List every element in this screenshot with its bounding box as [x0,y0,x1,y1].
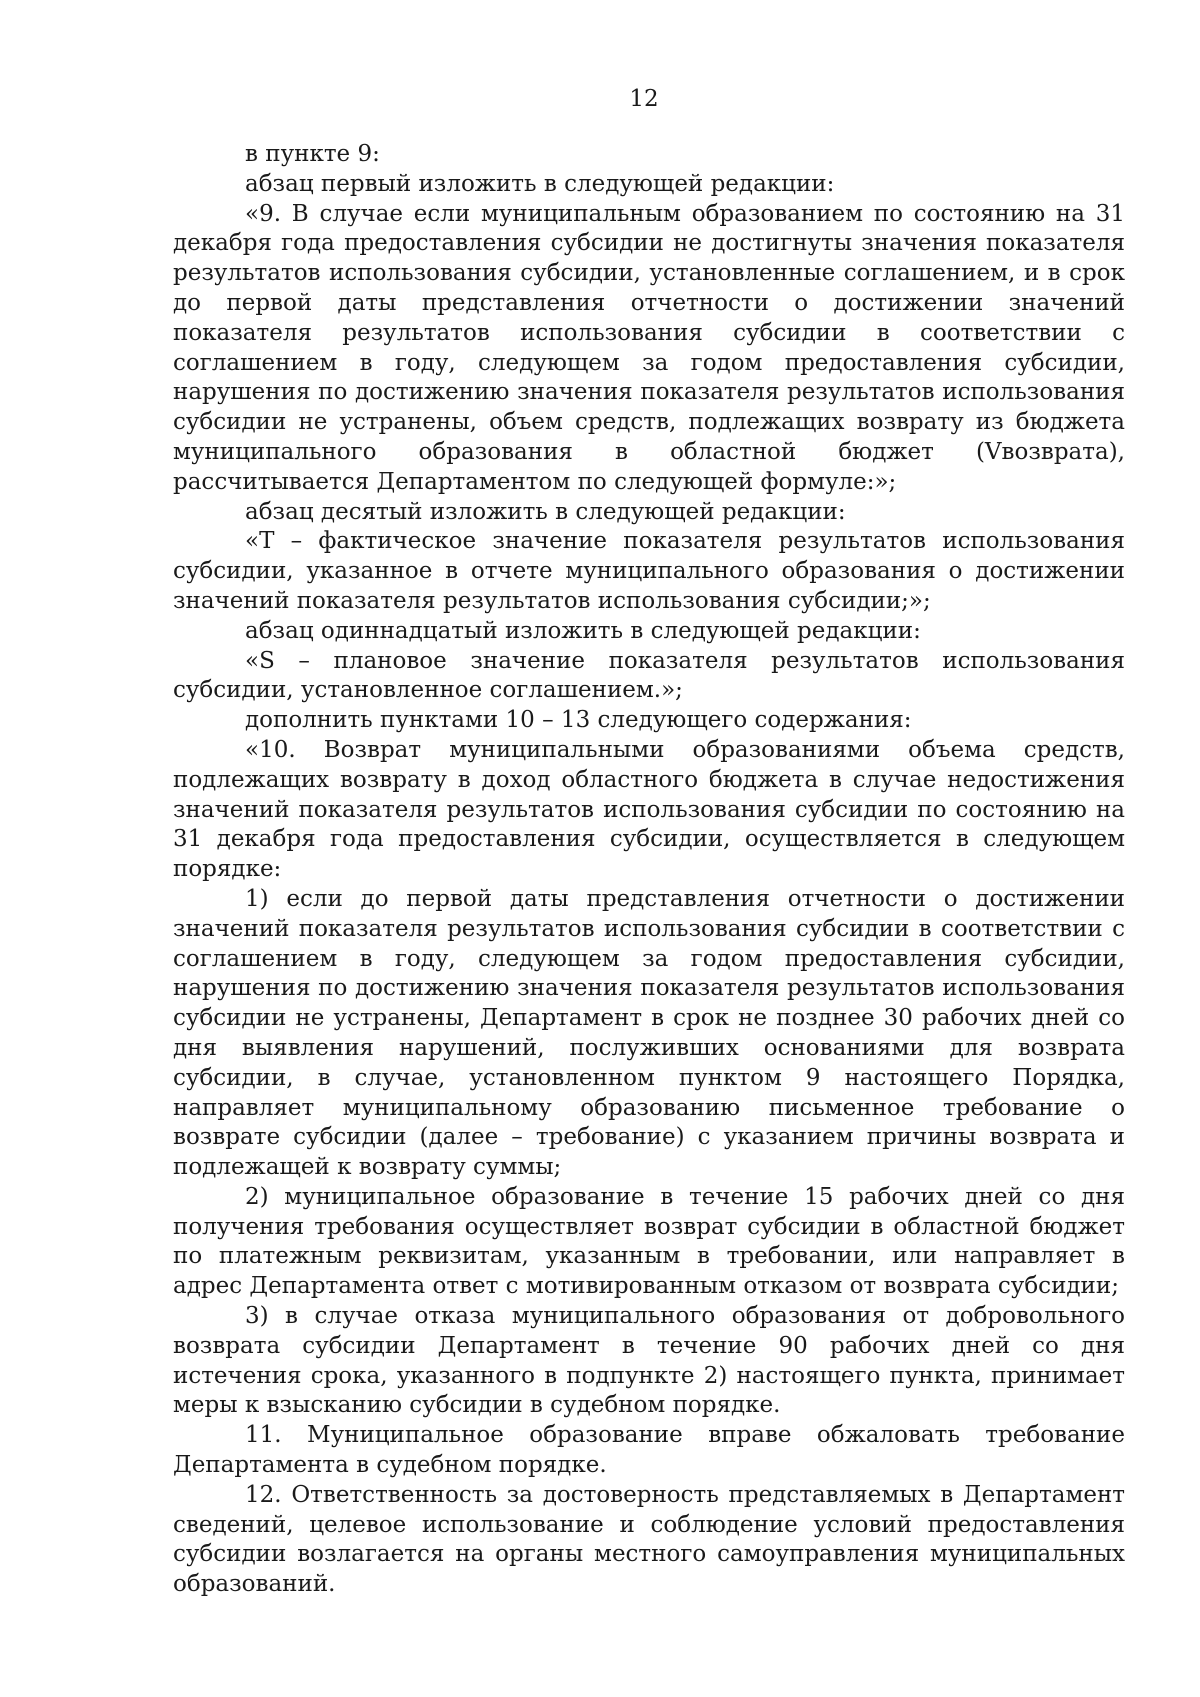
paragraph-point-9-text: «9. В случае если муниципальным образованием по состоянию на 31 декабря года предоставления субсидии не достигнуты значения показателя результатов использования субсидии, установленные соглашением, и в срок до первой даты представления отчетности о достижении значений показателя результатов использования субсидии в соответствии с соглашением в году, следующем за годом предоставления субсидии, нарушения по достижению значения показателя результатов использования субсидии не устранены, объем средств, подлежащих возврату из бюджета муниципального образования в областной бюджет (Vвозврата), рассчитывается Департаментом по следующей формуле:»; [173,200,1125,495]
paragraph-subpoint-3: 3) в случае отказа муниципального образования от добровольного возврата субсидии Департамент в течение 90 рабочих дней со дня истечения срока, указанного в подпункте 2) настоящего пункта, принимает меры к взысканию субсидии в судебном порядке. [173,1303,1125,1419]
paragraph-point-10: «10. Возврат муниципальными образованиями объема средств, подлежащих возврату в доход областного бюджета в случае недостижения значений показателя результатов использования субсидии по состоянию на 31 декабря года предоставления субсидии, осуществляется в следующем порядке: [173,736,1125,883]
paragraph-add-points-instruction: дополнить пунктами 10 – 13 следующего содержания: [245,707,912,734]
paragraph-t-definition: «T – фактическое значение показателя результатов использования субсидии, указанное в отчете муниципального образования о достижении значений показателя результатов использования субсидии;»; [173,528,1125,614]
paragraph-intro-point-9: в пункте 9: [245,141,380,167]
paragraph-point-11: 11. Муниципальное образование вправе обжаловать требование Департамента в судебном порядке. [173,1422,1125,1479]
paragraph-first-indent-instruction: абзац первый изложить в следующей редакции: [245,170,835,197]
paragraph-point-12: 12. Ответственность за достоверность представляемых в Департамент сведений, целевое использование и соблюдение условий предоставления субсидии возлагается на органы местного самоуправления муниципальных образований. [173,1481,1125,1598]
document-body [173,140,1125,1600]
paragraph-eleventh-indent-instruction: абзац одиннадцатый изложить в следующей редакции: [245,617,921,644]
paragraph-subpoint-1: 1) если до первой даты представления отчетности о достижении значений показателя результатов использования субсидии в соответствии с соглашением в году, следующем за годом предоставления субсидии, нарушения по достижению значения показателя результатов использования субсидии не устранены, Департамент в срок не позднее 30 рабочих дней со дня выявления нарушений, послуживших основаниями для возврата субсидии, в случае, установленном пунктом 9 настоящего Порядка, направляет муниципальному образованию письменное требование о возврате субсидии (далее – требование) с указанием причины возврата и подлежащей к возврату суммы; [173,885,1125,1181]
paragraph-tenth-indent-instruction: абзац десятый изложить в следующей редакции: [245,498,846,525]
page-number: 12 [629,86,659,112]
paragraph-subpoint-2: 2) муниципальное образование в течение 15 рабочих дней со дня получения требования осуществляет возврат субсидии в областной бюджет по платежным реквизитам, указанным в требовании, или направляет в адрес Департамента ответ с мотивированным отказом от возврата субсидии; [173,1183,1125,1300]
paragraph-s-definition: «S – плановое значение показателя результатов использования субсидии, установленное соглашением.»; [173,647,1125,704]
